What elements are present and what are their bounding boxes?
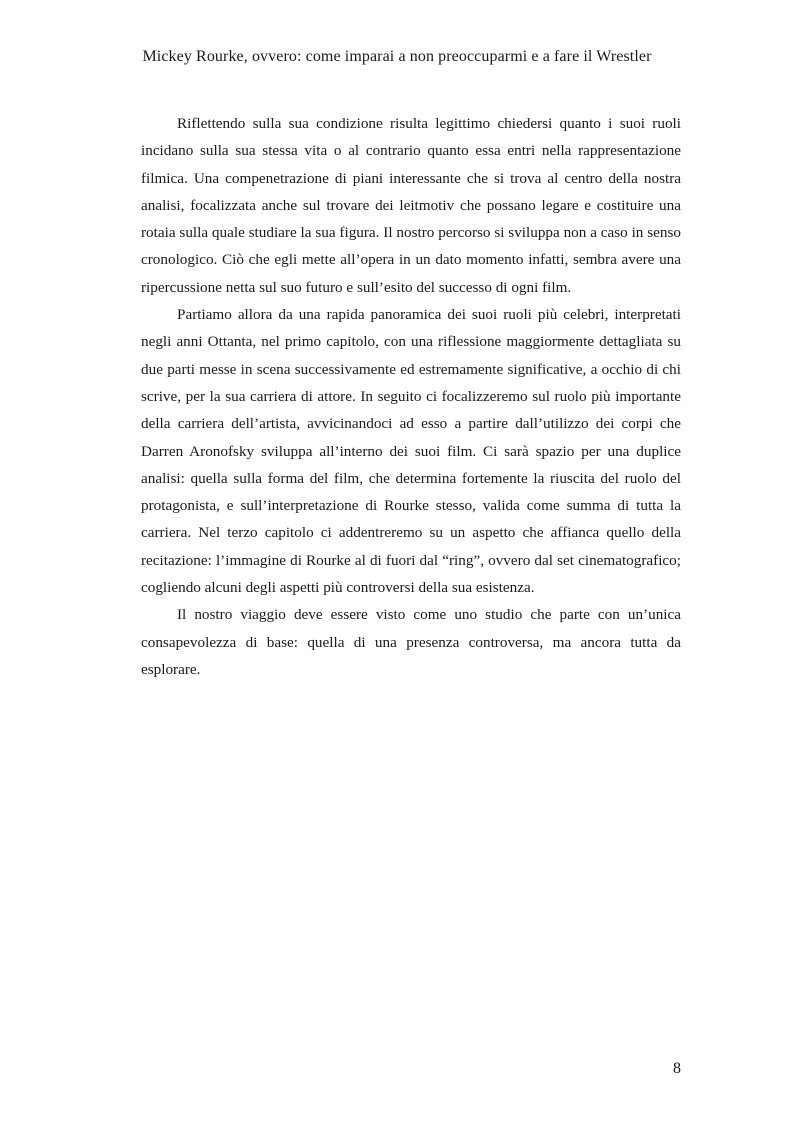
paragraph-3: Il nostro viaggio deve essere visto come uno studio che parte con un’unica consapevolezza di base: quella di una presenza controversa, ma ancora tutta da esplorare. [141, 606, 681, 678]
paragraph-1: Riflettendo sulla sua condizione risulta legittimo chiedersi quanto i suoi ruoli incidano sulla sua stessa vita o al contrario quanto essa entri nella rappresentazione filmica. Una compenetrazione di piani interessante che si trova al centro della nostra analisi, focalizzata anche sul trovare dei leitmotiv che possano legare e costituire una rotaia sulla quale studiare la sua figura. Il nostro percorso si sviluppa non a caso in senso cronologico. Ciò che egli mette all’opera in un dato momento infatti, sembra avere una ripercussione netta sul suo futuro e sull’esito del successo di ogni film. [141, 115, 681, 296]
paragraph-2: Partiamo allora da una rapida panoramica dei suoi ruoli più celebri, interpretati negli anni Ottanta, nel primo capitolo, con una riflessione maggiormente dettagliata su due parti messe in scena successivamente ed estremamente significative, a occhio di chi scrive, per la sua carriera di attore. In seguito ci focalizzeremo sul ruolo più importante della carriera dell’artista, avvicinandoci ad esso a partire dall’utilizzo dei corpi che Darren Aronofsky sviluppa all’interno dei suoi film. Ci sarà spazio per una duplice analisi: quella sulla forma del film, che determina fortemente la riuscita del ruolo del protagonista, e sull’interpretazione di Rourke stesso, valida come summa di tutta la carriera. Nel terzo capitolo ci addentreremo su un aspetto che affianca quello della recitazione: l’immagine di Rourke al di fuori dal “ring”, ovvero dal set cinematografico; cogliendo alcuni degli aspetti più controversi della sua esistenza. [141, 306, 681, 597]
page-number: 8 [673, 1060, 681, 1077]
body-text [141, 110, 681, 683]
running-header: Mickey Rourke, ovvero: come imparai a non preoccuparmi e a fare il Wrestler [142, 48, 652, 65]
